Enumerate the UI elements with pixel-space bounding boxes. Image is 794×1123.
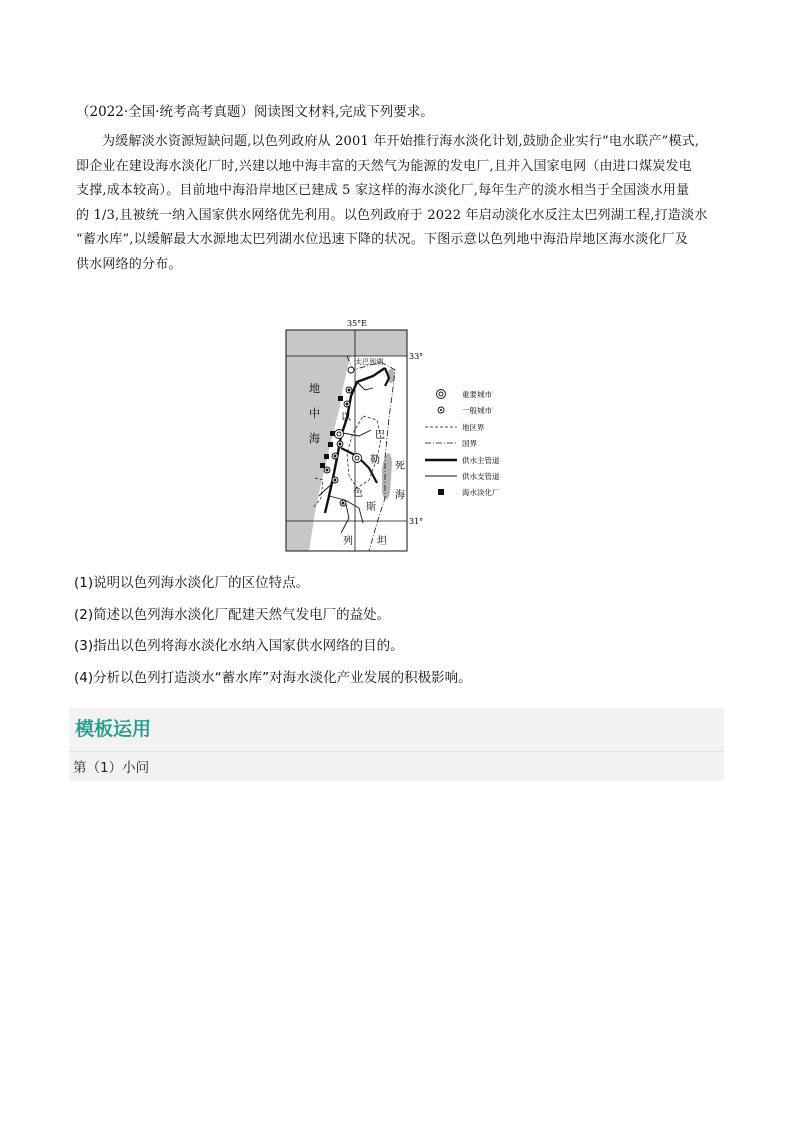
lake-label: 太巴列湖 — [355, 358, 383, 366]
template-title: 模板运用 — [75, 718, 152, 740]
material-line: 的 1/3,且被统一纳入国家供水网络优先利用。以色列政府于 2022 年启动淡化水反注太巴列湖工程,打造淡水 — [76, 207, 708, 223]
major-city-marker-inner — [355, 456, 359, 460]
palestine-label-char: 坦 — [377, 536, 387, 547]
latitude-31-label: 31° — [409, 517, 424, 526]
material-line: 支撑,成本较高）。目前地中海沿岸地区已建成 5 家这样的海水淡化厂,每年生产的淡水相当于全国淡水用量 — [76, 183, 690, 198]
legend-label: 一般城市 — [462, 406, 492, 415]
israel-label-char: 列 — [343, 536, 353, 547]
palestine-label-char: 勒 — [370, 455, 380, 466]
city-marker-dot — [342, 502, 344, 504]
template-section — [69, 708, 724, 781]
legend-label: 供水主管道 — [462, 456, 500, 465]
map-svg — [285, 318, 517, 554]
legend-city-icon-dot — [440, 409, 442, 411]
legend-label: 供水支管道 — [462, 472, 500, 481]
dead-sea-label-char: 海 — [395, 490, 405, 501]
longitude-label: 35°E — [347, 319, 368, 328]
material-line: 供水网络的分布。 — [76, 256, 182, 272]
legend-label: 重要城市 — [462, 390, 492, 399]
city-marker — [348, 367, 354, 373]
material-paragraph — [76, 130, 724, 277]
israel-map-figure — [285, 318, 517, 554]
question-source: （2022·全国·统考高考真题）阅读图文材料,完成下列要求。 — [76, 104, 434, 120]
legend-label: 地区界 — [462, 423, 485, 432]
legend-major-city-icon-inner — [439, 392, 443, 396]
latitude-33-label: 33° — [409, 352, 424, 361]
desalination-plant-marker — [328, 442, 333, 447]
city-marker-dot — [348, 389, 350, 391]
palestine-label-char: 巴 — [375, 430, 385, 441]
legend-plant-icon — [438, 489, 444, 495]
material-line: 为缓解淡水资源短缺问题,以色列政府从 2001 年开始推行海水淡化计划,鼓励企业实行“电水联产”模式, — [102, 134, 700, 149]
question-item: (1)说明以色列海水淡化厂的区位特点。 — [74, 575, 310, 591]
map-legend — [425, 389, 500, 497]
israel-label-char: 以 — [341, 412, 351, 423]
israel-label-char: 色 — [353, 488, 363, 499]
question-item: (3)指出以色列将海水淡化水纳入国家供水网络的目的。 — [74, 638, 404, 654]
question-list — [74, 568, 724, 694]
question-item: (2)简述以色列海水淡化厂配建天然气发电厂的益处。 — [74, 606, 391, 623]
legend-label: 国界 — [462, 439, 477, 448]
city-marker-dot — [326, 469, 328, 471]
question-item: (4)分析以色列打造淡水“蓄水库”对海水淡化产业发展的积极影响。 — [74, 669, 472, 686]
dead-sea-label-char: 死 — [395, 461, 405, 472]
sea-label-char: 地 — [309, 382, 320, 395]
legend-label: 海水淡化厂 — [462, 488, 500, 497]
palestine-label-char: 斯 — [366, 502, 376, 513]
material-line: “蓄水库”,以缓解最大水源地太巴列湖水位迅速下降的状况。下图示意以色列地中海沿岸地区海水淡化厂及 — [76, 232, 689, 247]
sea-label-char: 中 — [309, 407, 320, 420]
template-divider — [69, 751, 724, 752]
desalination-plant-marker — [320, 463, 325, 468]
template-subtitle: 第（1）小问 — [73, 760, 150, 776]
city-marker-dot — [334, 479, 336, 481]
city-marker-dot — [339, 443, 341, 445]
city-marker-dot — [346, 403, 348, 405]
desalination-plant-marker — [338, 396, 343, 401]
major-city-marker-inner — [337, 432, 341, 436]
city-marker-dot — [334, 455, 336, 457]
material-line: 即企业在建设海水淡化厂时,兴建以地中海丰富的天然气为能源的发电厂,且并入国家电网（由进口煤炭发电 — [76, 158, 692, 174]
desalination-plant-marker — [324, 454, 329, 459]
sea-label-char: 海 — [309, 432, 320, 445]
